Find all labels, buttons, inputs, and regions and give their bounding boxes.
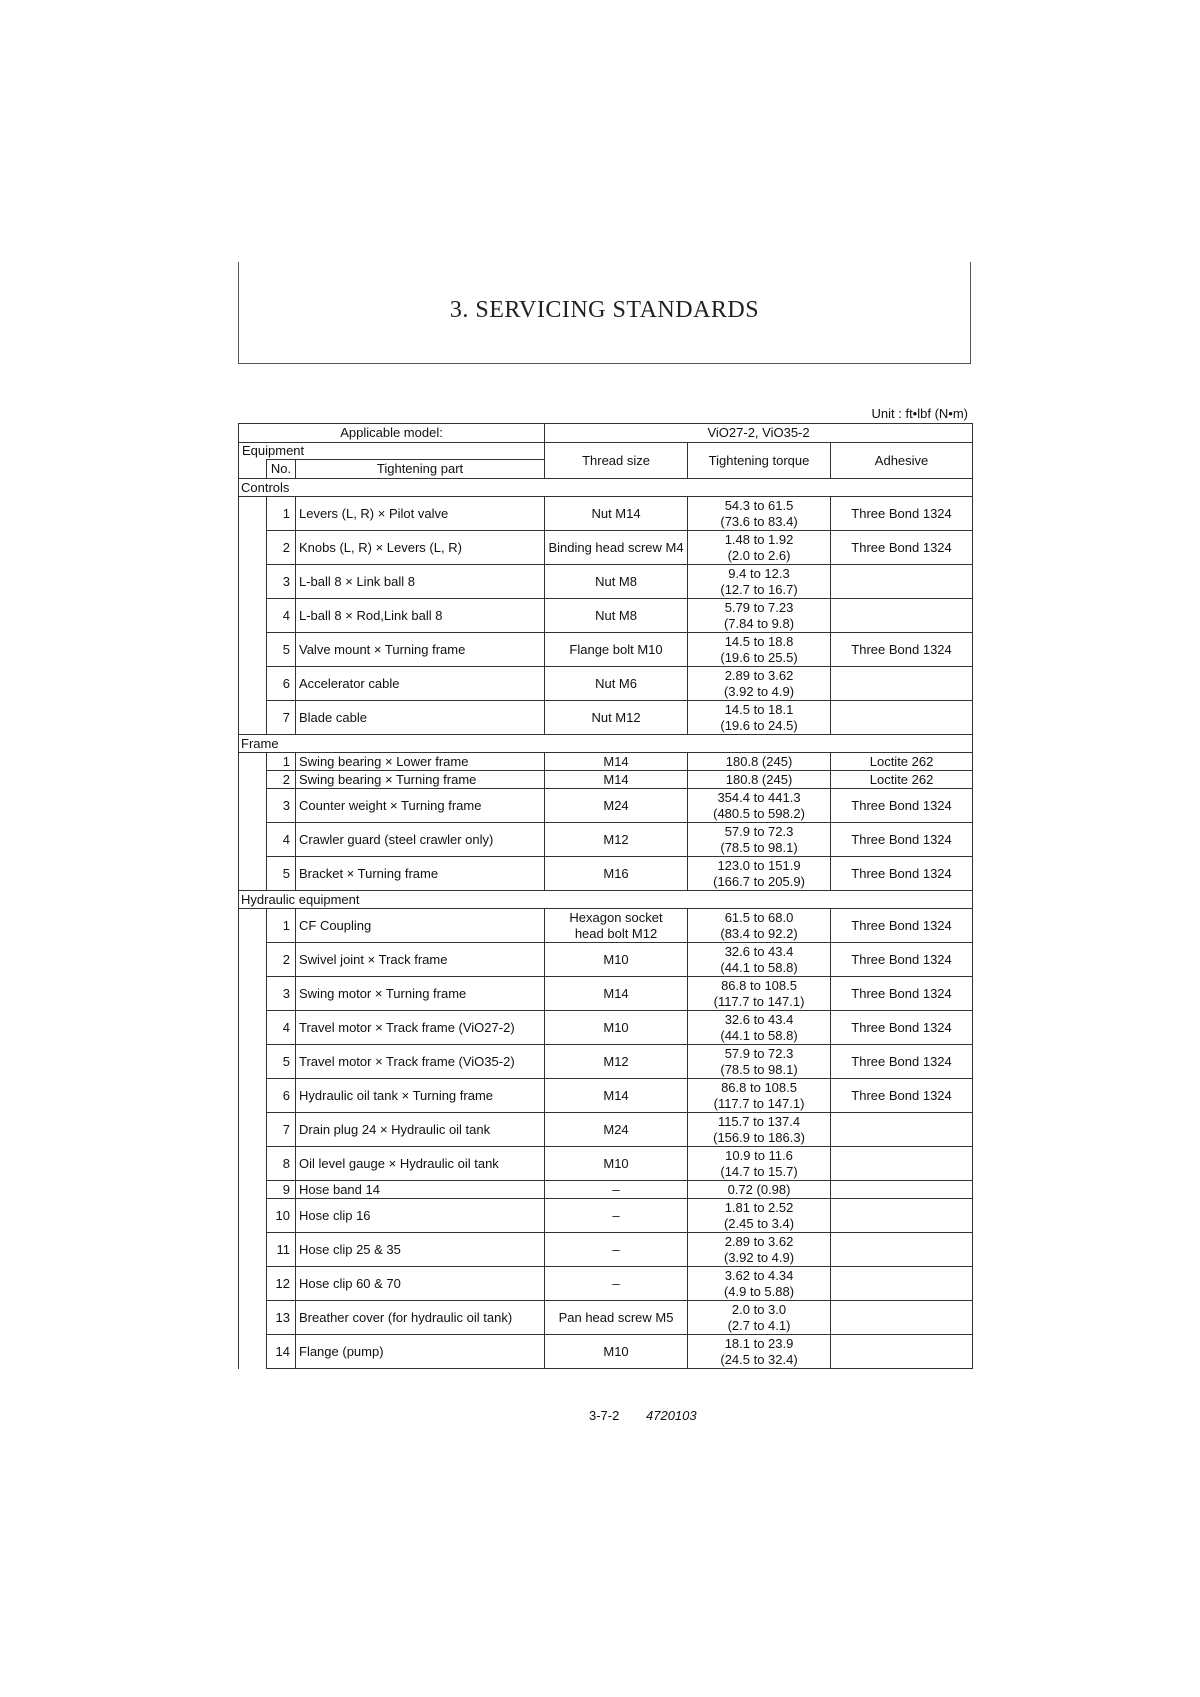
- row-number: 2: [267, 531, 296, 565]
- tightening-torque: [688, 1079, 831, 1113]
- torque-line: (166.7 to 205.9): [713, 873, 805, 889]
- adhesive: [831, 1113, 973, 1147]
- torque-line: 0.72 (0.98): [727, 1181, 791, 1197]
- indent-cell: [239, 823, 267, 857]
- tightening-part: Drain plug 24 × Hydraulic oil tank: [296, 1113, 545, 1147]
- tightening-torque: [688, 1267, 831, 1301]
- tightening-part: Travel motor × Track frame (ViO27-2): [296, 1011, 545, 1045]
- torque-line: 32.6 to 43.4: [724, 1011, 794, 1027]
- row-number: 1: [267, 497, 296, 531]
- indent-cell: [239, 857, 267, 891]
- adhesive: [831, 1147, 973, 1181]
- torque-line: 5.79 to 7.23: [724, 599, 794, 615]
- row-number: 13: [267, 1301, 296, 1335]
- torque-line: 123.0 to 151.9: [717, 857, 801, 873]
- row-number: 1: [267, 909, 296, 943]
- adhesive: [831, 1181, 973, 1199]
- indent-cell: [239, 1147, 267, 1181]
- torque-line: 54.3 to 61.5: [724, 497, 794, 513]
- thread-size: –: [545, 1267, 688, 1301]
- thread-size: M14: [545, 1079, 688, 1113]
- indent-cell: [239, 565, 267, 599]
- row-number: 14: [267, 1335, 296, 1369]
- torque-line: 10.9 to 11.6: [725, 1147, 793, 1163]
- torque-line: (4.9 to 5.88): [723, 1283, 795, 1299]
- torque-line: (14.7 to 15.7): [720, 1163, 798, 1179]
- tightening-torque: [688, 789, 831, 823]
- row-number: 11: [267, 1233, 296, 1267]
- section-row: [239, 735, 973, 753]
- thread-size: Nut M8: [545, 599, 688, 633]
- header-row-equipment: [239, 443, 973, 460]
- adhesive: [831, 599, 973, 633]
- thread-size: Nut M14: [545, 497, 688, 531]
- thread-size: Nut M6: [545, 667, 688, 701]
- thread-size: M24: [545, 789, 688, 823]
- adhesive: Three Bond 1324: [831, 1079, 973, 1113]
- thread-size: M14: [545, 753, 688, 771]
- torque-line: (2.7 to 4.1): [727, 1317, 791, 1333]
- tightening-part: Oil level gauge × Hydraulic oil tank: [296, 1147, 545, 1181]
- adhesive: [831, 1233, 973, 1267]
- page-title: 3. SERVICING STANDARDS: [449, 297, 760, 323]
- torque-line: 115.7 to 137.4: [717, 1113, 801, 1129]
- torque-line: 1.81 to 2.52: [724, 1199, 794, 1215]
- document-code: 4720103: [646, 1408, 697, 1423]
- row-number: 12: [267, 1267, 296, 1301]
- table-row: [239, 943, 973, 977]
- thread-size: –: [545, 1181, 688, 1199]
- adhesive: [831, 1301, 973, 1335]
- thread-size: M12: [545, 823, 688, 857]
- thread-size: M12: [545, 1045, 688, 1079]
- tightening-torque: [688, 823, 831, 857]
- adhesive: [831, 667, 973, 701]
- tightening-torque: [688, 1199, 831, 1233]
- tightening-torque: [688, 771, 831, 789]
- models-label: ViO27-2, ViO35-2: [545, 424, 973, 443]
- thread-size: M10: [545, 1011, 688, 1045]
- adhesive: Three Bond 1324: [831, 497, 973, 531]
- indent-cell: [239, 1045, 267, 1079]
- indent-cell: [239, 1113, 267, 1147]
- indent-cell: [239, 977, 267, 1011]
- torque-line: (117.7 to 147.1): [713, 993, 805, 1009]
- torque-line: (3.92 to 4.9): [723, 1249, 795, 1265]
- row-number: 9: [267, 1181, 296, 1199]
- torque-line: 14.5 to 18.8: [724, 633, 794, 649]
- tightening-part: Crawler guard (steel crawler only): [296, 823, 545, 857]
- row-number: 3: [267, 789, 296, 823]
- table-row: [239, 753, 973, 771]
- adhesive: [831, 1335, 973, 1369]
- tightening-torque-header: Tightening torque: [688, 443, 831, 479]
- table-row: [239, 1113, 973, 1147]
- section-label: Hydraulic equipment: [239, 891, 973, 909]
- table-row: [239, 701, 973, 735]
- section-row: [239, 479, 973, 497]
- torque-line: 86.8 to 108.5: [721, 1079, 797, 1095]
- row-number: 8: [267, 1147, 296, 1181]
- indent-cell: [239, 771, 267, 789]
- row-number: 4: [267, 599, 296, 633]
- torque-line: (2.45 to 3.4): [723, 1215, 795, 1231]
- tightening-part: Knobs (L, R) × Levers (L, R): [296, 531, 545, 565]
- tightening-part: Flange (pump): [296, 1335, 545, 1369]
- thread-size: Nut M12: [545, 701, 688, 735]
- header-indent-cell: [239, 460, 267, 479]
- table-row: [239, 497, 973, 531]
- page-number: 3-7-2: [589, 1408, 620, 1423]
- tightening-torque: [688, 753, 831, 771]
- table-row: [239, 977, 973, 1011]
- torque-line: (3.92 to 4.9): [723, 683, 795, 699]
- torque-line: 180.8 (245): [725, 771, 793, 787]
- torque-line: 61.5 to 68.0: [724, 909, 794, 925]
- tightening-part: Levers (L, R) × Pilot valve: [296, 497, 545, 531]
- tightening-part: CF Coupling: [296, 909, 545, 943]
- thread-size: [545, 909, 688, 943]
- applicable-model-label: Applicable model:: [239, 424, 545, 443]
- tightening-torque: [688, 909, 831, 943]
- row-number: 6: [267, 1079, 296, 1113]
- tightening-part: Breather cover (for hydraulic oil tank): [296, 1301, 545, 1335]
- torque-line: (117.7 to 147.1): [713, 1095, 805, 1111]
- thread-size: Binding head screw M4: [545, 531, 688, 565]
- row-number: 7: [267, 1113, 296, 1147]
- row-number: 2: [267, 771, 296, 789]
- adhesive: [831, 701, 973, 735]
- thread-size: M14: [545, 771, 688, 789]
- tightening-part: Blade cable: [296, 701, 545, 735]
- thread-size: –: [545, 1199, 688, 1233]
- tightening-part: Swing motor × Turning frame: [296, 977, 545, 1011]
- thread-size: Flange bolt M10: [545, 633, 688, 667]
- servicing-standards-table: [238, 423, 973, 1369]
- thread-size: Pan head screw M5: [545, 1301, 688, 1335]
- adhesive: Three Bond 1324: [831, 823, 973, 857]
- tightening-torque: [688, 667, 831, 701]
- table-row: [239, 1079, 973, 1113]
- torque-line: 2.0 to 3.0: [731, 1301, 787, 1317]
- indent-cell: [239, 531, 267, 565]
- indent-cell: [239, 1199, 267, 1233]
- torque-line: 354.4 to 441.3: [717, 789, 801, 805]
- title-box: [238, 262, 971, 364]
- torque-line: 2.89 to 3.62: [724, 1233, 794, 1249]
- indent-cell: [239, 1267, 267, 1301]
- adhesive: Three Bond 1324: [831, 977, 973, 1011]
- torque-line: (83.4 to 92.2): [720, 925, 798, 941]
- section-row: [239, 891, 973, 909]
- torque-line: (19.6 to 25.5): [720, 649, 798, 665]
- tightening-part: Swing bearing × Lower frame: [296, 753, 545, 771]
- header-row-models: [239, 424, 973, 443]
- tightening-part: Valve mount × Turning frame: [296, 633, 545, 667]
- adhesive: [831, 565, 973, 599]
- section-label: Controls: [239, 479, 973, 497]
- tightening-torque: [688, 1147, 831, 1181]
- indent-cell: [239, 497, 267, 531]
- tightening-part: Hose band 14: [296, 1181, 545, 1199]
- tightening-torque: [688, 1233, 831, 1267]
- tightening-torque: [688, 1181, 831, 1199]
- table-row: [239, 1199, 973, 1233]
- table-row: [239, 1267, 973, 1301]
- adhesive: Three Bond 1324: [831, 943, 973, 977]
- tightening-part: Hose clip 25 & 35: [296, 1233, 545, 1267]
- torque-line: (24.5 to 32.4): [720, 1351, 798, 1367]
- tightening-part-header: Tightening part: [296, 460, 545, 479]
- tightening-part: Hose clip 16: [296, 1199, 545, 1233]
- torque-line: (44.1 to 58.8): [720, 959, 798, 975]
- thread-size: M14: [545, 977, 688, 1011]
- row-number: 3: [267, 565, 296, 599]
- thread-size-header: Thread size: [545, 443, 688, 479]
- tightening-part: Swing bearing × Turning frame: [296, 771, 545, 789]
- adhesive: Three Bond 1324: [831, 857, 973, 891]
- table-row: [239, 633, 973, 667]
- indent-cell: [239, 1233, 267, 1267]
- tightening-torque: [688, 857, 831, 891]
- adhesive: Three Bond 1324: [831, 909, 973, 943]
- indent-cell: [239, 599, 267, 633]
- table-row: [239, 1045, 973, 1079]
- table-row: [239, 1147, 973, 1181]
- tightening-torque: [688, 1045, 831, 1079]
- no-header: No.: [267, 460, 296, 479]
- tightening-part: L-ball 8 × Rod,Link ball 8: [296, 599, 545, 633]
- row-number: 10: [267, 1199, 296, 1233]
- row-number: 6: [267, 667, 296, 701]
- table-row: [239, 1335, 973, 1369]
- adhesive: Three Bond 1324: [831, 1011, 973, 1045]
- torque-line: (480.5 to 598.2): [713, 805, 805, 821]
- adhesive: Three Bond 1324: [831, 633, 973, 667]
- indent-cell: [239, 909, 267, 943]
- tightening-torque: [688, 599, 831, 633]
- torque-line: 14.5 to 18.1: [724, 701, 794, 717]
- row-number: 4: [267, 1011, 296, 1045]
- adhesive: Loctite 262: [831, 753, 973, 771]
- torque-line: 57.9 to 72.3: [724, 1045, 794, 1061]
- table-row: [239, 789, 973, 823]
- thread-size-line: head bolt M12: [574, 925, 658, 941]
- row-number: 5: [267, 1045, 296, 1079]
- adhesive: Loctite 262: [831, 771, 973, 789]
- tightening-torque: [688, 1301, 831, 1335]
- thread-size: M16: [545, 857, 688, 891]
- torque-line: 1.48 to 1.92: [724, 531, 794, 547]
- tightening-part: Travel motor × Track frame (ViO35-2): [296, 1045, 545, 1079]
- adhesive: [831, 1199, 973, 1233]
- torque-line: (19.6 to 24.5): [720, 717, 798, 733]
- row-number: 2: [267, 943, 296, 977]
- thread-size: –: [545, 1233, 688, 1267]
- row-number: 4: [267, 823, 296, 857]
- table-row: [239, 823, 973, 857]
- torque-line: 9.4 to 12.3: [728, 565, 790, 581]
- unit-label: Unit : ft•lbf (N•m): [871, 406, 968, 421]
- torque-line: 57.9 to 72.3: [724, 823, 794, 839]
- tightening-part: Hydraulic oil tank × Turning frame: [296, 1079, 545, 1113]
- table-row: [239, 1181, 973, 1199]
- thread-size: Nut M8: [545, 565, 688, 599]
- thread-size: M24: [545, 1113, 688, 1147]
- torque-line: 2.89 to 3.62: [724, 667, 794, 683]
- tightening-part: L-ball 8 × Link ball 8: [296, 565, 545, 599]
- thread-size: M10: [545, 943, 688, 977]
- table-row: [239, 1011, 973, 1045]
- tightening-torque: [688, 497, 831, 531]
- torque-line: 86.8 to 108.5: [721, 977, 797, 993]
- tightening-torque: [688, 633, 831, 667]
- indent-cell: [239, 943, 267, 977]
- table-row: [239, 667, 973, 701]
- adhesive: Three Bond 1324: [831, 789, 973, 823]
- tightening-torque: [688, 977, 831, 1011]
- tightening-part: Accelerator cable: [296, 667, 545, 701]
- indent-cell: [239, 701, 267, 735]
- torque-line: (78.5 to 98.1): [720, 839, 798, 855]
- torque-line: (44.1 to 58.8): [720, 1027, 798, 1043]
- tightening-part: Counter weight × Turning frame: [296, 789, 545, 823]
- indent-cell: [239, 789, 267, 823]
- indent-cell: [239, 753, 267, 771]
- table-row: [239, 531, 973, 565]
- table-row: [239, 1301, 973, 1335]
- row-number: 5: [267, 633, 296, 667]
- tightening-torque: [688, 701, 831, 735]
- row-number: 5: [267, 857, 296, 891]
- indent-cell: [239, 1079, 267, 1113]
- thread-size-line: Hexagon socket: [569, 909, 663, 925]
- torque-line: (156.9 to 186.3): [713, 1129, 805, 1145]
- torque-line: (7.84 to 9.8): [723, 615, 795, 631]
- tightening-torque: [688, 943, 831, 977]
- torque-line: 180.8 (245): [725, 753, 793, 769]
- thread-size: M10: [545, 1335, 688, 1369]
- row-number: 1: [267, 753, 296, 771]
- torque-line: (12.7 to 16.7): [720, 581, 798, 597]
- indent-cell: [239, 667, 267, 701]
- tightening-torque: [688, 531, 831, 565]
- table-row: [239, 1233, 973, 1267]
- table-row: [239, 771, 973, 789]
- tightening-part: Swivel joint × Track frame: [296, 943, 545, 977]
- tightening-torque: [688, 565, 831, 599]
- torque-line: (2.0 to 2.6): [727, 547, 791, 563]
- adhesive-header: Adhesive: [831, 443, 973, 479]
- indent-cell: [239, 1181, 267, 1199]
- row-number: 7: [267, 701, 296, 735]
- adhesive: Three Bond 1324: [831, 1045, 973, 1079]
- torque-line: (78.5 to 98.1): [720, 1061, 798, 1077]
- tightening-torque: [688, 1011, 831, 1045]
- table-row: [239, 565, 973, 599]
- table-row: [239, 857, 973, 891]
- tightening-torque: [688, 1335, 831, 1369]
- indent-cell: [239, 1301, 267, 1335]
- thread-size: M10: [545, 1147, 688, 1181]
- table-row: [239, 599, 973, 633]
- indent-cell: [239, 1335, 267, 1369]
- torque-line: 32.6 to 43.4: [724, 943, 794, 959]
- tightening-part: Hose clip 60 & 70: [296, 1267, 545, 1301]
- tightening-part: Bracket × Turning frame: [296, 857, 545, 891]
- indent-cell: [239, 1011, 267, 1045]
- equipment-label: Equipment: [239, 443, 545, 460]
- torque-line: (73.6 to 83.4): [720, 513, 798, 529]
- table-row: [239, 909, 973, 943]
- tightening-torque: [688, 1113, 831, 1147]
- section-label: Frame: [239, 735, 973, 753]
- adhesive: Three Bond 1324: [831, 531, 973, 565]
- torque-line: 18.1 to 23.9: [724, 1335, 794, 1351]
- adhesive: [831, 1267, 973, 1301]
- indent-cell: [239, 633, 267, 667]
- torque-line: 3.62 to 4.34: [724, 1267, 794, 1283]
- row-number: 3: [267, 977, 296, 1011]
